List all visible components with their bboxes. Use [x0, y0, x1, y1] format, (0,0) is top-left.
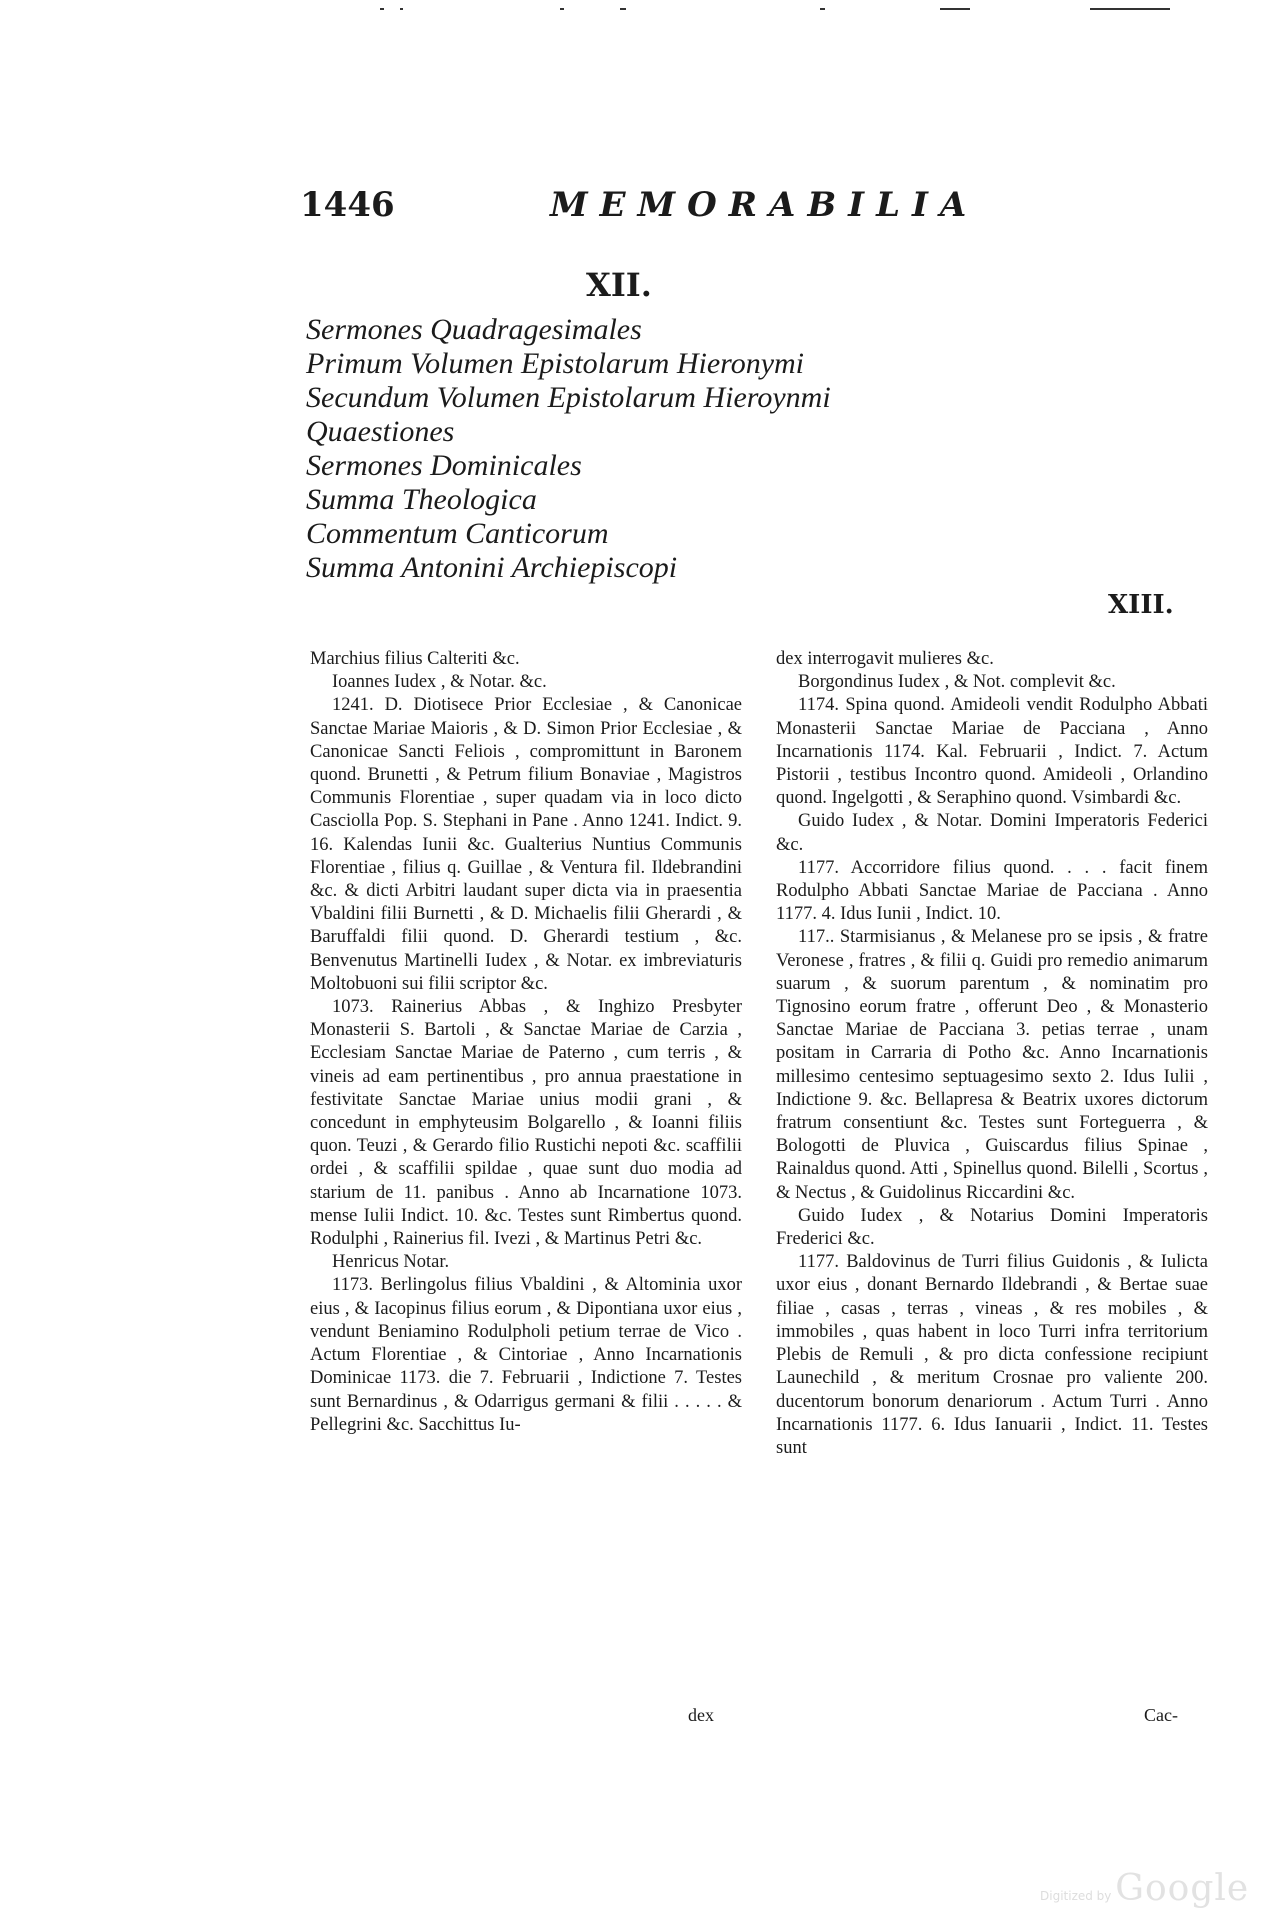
section-heading-xiii: XIII.	[1108, 590, 1174, 620]
paragraph: Guido Iudex , & Notar. Domini Imperatoris Federici &c.	[776, 811, 1208, 855]
paragraph: 1173. Berlingolus filius Vbaldini , & Altominia uxor eius , & Iacopinus filius eorum , & Dipontiana uxor eius , vendunt Beniamino Rodulpholi petium terrae de Vico . Actum Florentiae , & Cintoriae , Anno Incarnationis Dominicae 1173. die 7. Februarii , Indictione 7. Testes sunt Bernardinus , & Odarrigus germani & filii . . . . . & Pellegrini &c. Sacchittus Iu-	[310, 1275, 742, 1435]
watermark-logo-text: Google	[1115, 1868, 1250, 1909]
book-title-list	[306, 313, 926, 585]
book-title: Summa Antonini Archiepiscopi	[306, 551, 678, 584]
left-text-column	[310, 648, 742, 1437]
page-number: 1446	[300, 185, 395, 225]
right-text-column	[776, 648, 1208, 1460]
paragraph: Ioannes Iudex , & Notar. &c.	[332, 672, 547, 693]
book-title: Secundum Volumen Epistolarum Hieroynmi	[306, 381, 831, 414]
paragraph: dex interrogavit mulieres &c.	[776, 649, 994, 669]
book-title: Quaestiones	[306, 415, 455, 448]
book-title: Primum Volumen Epistolarum Hieronymi	[306, 347, 805, 380]
top-edge-specks	[0, 8, 1288, 22]
paragraph: 1177. Accorridore filius quond. . . . facit finem Rodulpho Abbati Sanctae Mariae de Pacciana . Anno 1177. 4. Idus Iunii , Indict. 10.	[776, 857, 1208, 925]
book-title: Commentum Canticorum	[306, 517, 609, 550]
digitized-watermark	[1040, 1868, 1249, 1909]
catchword-left: dex	[688, 1705, 714, 1725]
paragraph: 1241. D. Diotisece Prior Ecclesiae , & Canonicae Sanctae Mariae Maioris , & D. Simon Prior Ecclesiae , & Canonicae Sancti Feliois , compromittunt in Baronem quond. Brunetti , & Petrum filium Bonaviae , Magistros Communis Florentiae , super quadam via in loco dicto Casciolla Pop. S. Stephani in Pane . Anno 1241. Indict. 9. 16. Kalendas Iunii &c. Gualterius Nuntius Communis Florentiae , filius q. Guillae , & Ventura fil. Ildebrandini &c. & dicti Arbitri laudant super dicta via in praesentia Vbaldini filii Burnetti , & D. Michaelis filii Gherardi , & Baruffaldi filii quond. D. Gherardi testium , &c. Benvenutus Martinelli Iudex , & Notar. ex imbreviaturis Moltobuoni sui filii scriptor &c.	[310, 695, 742, 994]
running-title: MEMORABILIA	[550, 185, 979, 225]
watermark-small-text: Digitized by	[1040, 1889, 1112, 1903]
paragraph: 1174. Spina quond. Amideoli vendit Rodulpho Abbati Monasterii Sanctae Mariae de Pacciana , Anno Incarnationis 1174. Kal. Februarii , Indict. 7. Actum Pistorii , testibus Incontro quond. Amideoli , Orlandino quond. Ingelgotti , & Seraphino quond. Vsimbardi &c.	[776, 695, 1208, 809]
book-title: Sermones Dominicales	[306, 449, 582, 482]
page-header	[300, 185, 1000, 235]
paragraph: Borgondinus Iudex , & Not. complevit &c.	[798, 672, 1116, 693]
paragraph: 1177. Baldovinus de Turri filius Guidonis , & Iulicta uxor eius , donant Bernardo Ildebrandi , & Bertae suae filiae , casas , terras , vineas , & res mobiles , & immobiles , quas habent in loco Turri infra territorium Plebis de Remuli , & pro dicta confessione recipiunt Launechild , & meritum Crosnae pro valiente 200. ducentorum bonorum denariorum . Actum Turri . Anno Incarnationis 1177. 6. Idus Ianuarii , Indict. 11. Testes sunt	[776, 1252, 1208, 1458]
paragraph: Marchius filius Calteriti &c.	[310, 649, 520, 669]
paragraph: Henricus Notar.	[332, 1252, 450, 1273]
book-title: Sermones Quadragesimales	[306, 313, 642, 346]
catchword-right: Cac-	[1144, 1705, 1178, 1725]
paragraph: Guido Iudex , & Notarius Domini Imperatoris Frederici &c.	[776, 1205, 1208, 1250]
paragraph: 1073. Rainerius Abbas , & Inghizo Presbyter Monasterii S. Bartoli , & Sanctae Mariae de Carzia , Ecclesiam Sanctae Mariae de Paterno , cum terris , & vineis ad eam pertinentibus , pro annua praestatione in festivitate Sanctae Mariae unius modii grani , & concedunt in emphyteusim Bolgarello , & Ioanni filiis quon. Teuzi , & Gerardo filio Rustichi nepoti &c. scaffilii ordei , & scaffilii spildae , quae sunt duo modia ad starium de 11. panibus . Anno ab Incarnatione 1073. mense Iulii Indict. 10. &c. Testes sunt Rimbertus quond. Rodulphi , Rainerius fil. Ivezi , & Martinus Petri &c.	[310, 997, 742, 1250]
section-heading-xii: XII.	[586, 266, 652, 304]
paragraph: 117.. Starmisianus , & Melanese pro se ipsis , & fratre Veronese , fratres , & filii q. Guidi pro remedio animarum suarum , & suorum parentum , & nominatim pro Tignosino eorum fratre , offerunt Deo , & Monasterio Sanctae Mariae de Pacciana 3. petias terrae , unam positam in Carraria di Potho &c. Anno Incarnationis millesimo centesimo septuagesimo sexto 2. Idus Iulii , Indictione 9. &c. Bellapresa & Beatrix uxores dictorum fratrum consentiunt &c. Testes sunt Forteguerra , & Bologotti de Pluvica , Guiscardus filius Spinae , Rainaldus quond. Atti , Spinellus quond. Bilelli , Scortus , & Nectus , & Guidolinus Riccardini &c.	[776, 927, 1208, 1203]
book-title: Summa Theologica	[306, 483, 537, 516]
